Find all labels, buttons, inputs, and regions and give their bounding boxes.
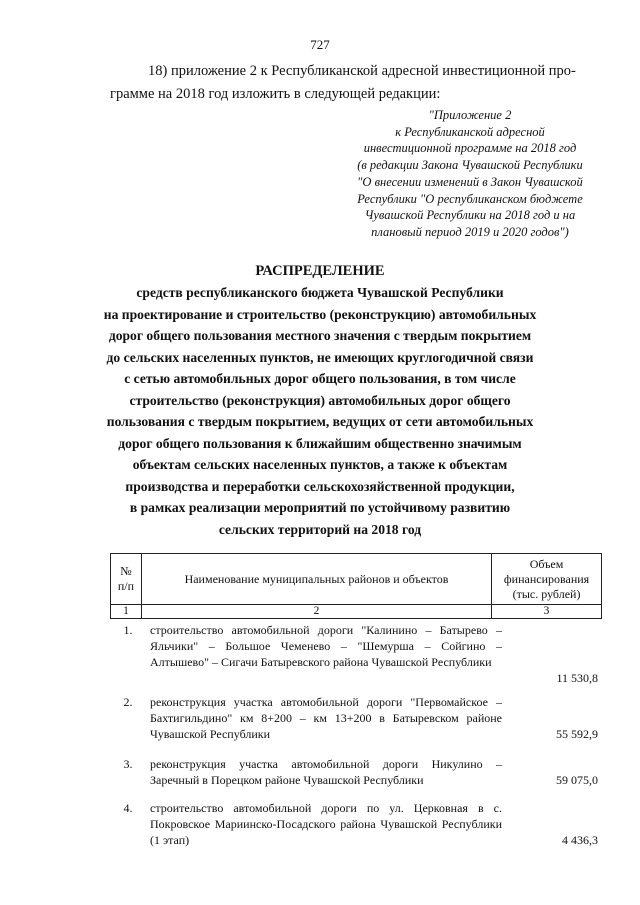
subtitle-line: производства и переработки сельскохозяйственной продукции, — [125, 478, 515, 494]
subtitle-line: средств республиканского бюджета Чувашской Республики — [136, 285, 504, 300]
document-title: РАСПРЕДЕЛЕНИЕ — [255, 263, 385, 279]
header-number-line: п/п — [117, 579, 135, 593]
subtitle-line: дорог общего пользования местного значения с твердым покрытием — [108, 328, 532, 344]
appendix-line: "О внесении изменений в Закон Чувашской — [357, 174, 583, 189]
column-number: 1 — [111, 605, 142, 619]
page-number: 727 — [310, 37, 330, 52]
appendix-reference — [330, 107, 610, 241]
document-subtitle — [0, 282, 640, 541]
column-number: 2 — [141, 605, 491, 619]
intro-line-2: грамме на 2018 год изложить в следующей редакции: — [110, 86, 441, 102]
row-amount: 55 592,9 — [556, 727, 598, 741]
row-number: 3. — [123, 757, 133, 771]
header-amount-line: Объем — [529, 556, 564, 571]
row-amount: 59 075,0 — [556, 773, 598, 787]
row-object-name: строительство автомобильной дороги "Калинино – Батырево – Яльчики" – Большое Чеменево – "Шемурша – Сойгино – Алтышево" – Сигачи Батыревского района Чувашской Республики — [150, 623, 502, 669]
appendix-line: "Приложение 2 — [428, 108, 512, 122]
column-number: 3 — [492, 605, 602, 619]
financing-table-header — [110, 553, 602, 619]
subtitle-line: с сетью автомобильных дорог общего пользования, в том числе — [124, 371, 516, 387]
row-object-name: реконструкция участка автомобильной дороги Никулино – Заречный в Порецком районе Чувашской Республики — [150, 757, 502, 787]
subtitle-line: строительство (реконструкция) автомобильных дорог общего — [129, 392, 511, 408]
subtitle-line: объектам сельских населенных пунктов, а также к объектам — [132, 457, 508, 473]
subtitle-line: в рамках реализации мероприятий по устойчивому развитию — [129, 500, 511, 516]
row-number: 2. — [123, 695, 133, 709]
appendix-line: плановый период 2019 и 2020 годов") — [371, 224, 569, 239]
column-number-row — [111, 605, 602, 619]
subtitle-line: до сельских населенных пунктов, не имеющих круглогодичной связи — [106, 349, 534, 365]
subtitle-line: дорог общего пользования к ближайшим общественно значимым — [118, 435, 522, 451]
header-amount-line: (тыс. рублей) — [512, 586, 581, 601]
appendix-line: (в редакции Закона Чувашской Республики — [357, 158, 583, 173]
header-number — [111, 554, 142, 605]
row-amount: 11 530,8 — [556, 671, 598, 685]
header-amount — [492, 554, 602, 605]
subtitle-line: сельских территорий на 2018 год — [218, 522, 422, 538]
row-object-name: реконструкция участка автомобильной дороги "Первомайское – Бахтигильдино" км 8+200 – км 13+200 в Батыревском районе Чувашской Республики — [150, 695, 502, 741]
row-number: 1. — [123, 623, 133, 637]
table-header-row — [111, 554, 602, 605]
appendix-line: Республики "О республиканском бюджете — [357, 191, 583, 206]
subtitle-line: на проектирование и строительство (реконструкцию) автомобильных — [103, 306, 537, 322]
header-amount-line: финансирования — [503, 571, 590, 586]
header-number-line: № — [120, 564, 132, 578]
appendix-line: к Республиканской адресной — [395, 124, 545, 139]
row-object-name: строительство автомобильной дороги по ул. Церковная в с. Покровское Мариинско-Посадского района Чувашской Республики (1 этап) — [150, 801, 502, 847]
header-name: Наименование муниципальных районов и объектов — [141, 554, 491, 605]
row-amount: 4 436,3 — [562, 833, 598, 847]
row-number: 4. — [123, 801, 133, 815]
appendix-line: инвестиционной программе на 2018 год — [363, 141, 577, 156]
appendix-line: Чувашской Республики на 2018 год и на — [364, 208, 576, 223]
intro-line-1: 18) приложение 2 к Республиканской адресной инвестиционной про- — [148, 63, 576, 79]
subtitle-line: пользования с твердым покрытием, ведущих от сети автомобильных — [106, 414, 534, 430]
